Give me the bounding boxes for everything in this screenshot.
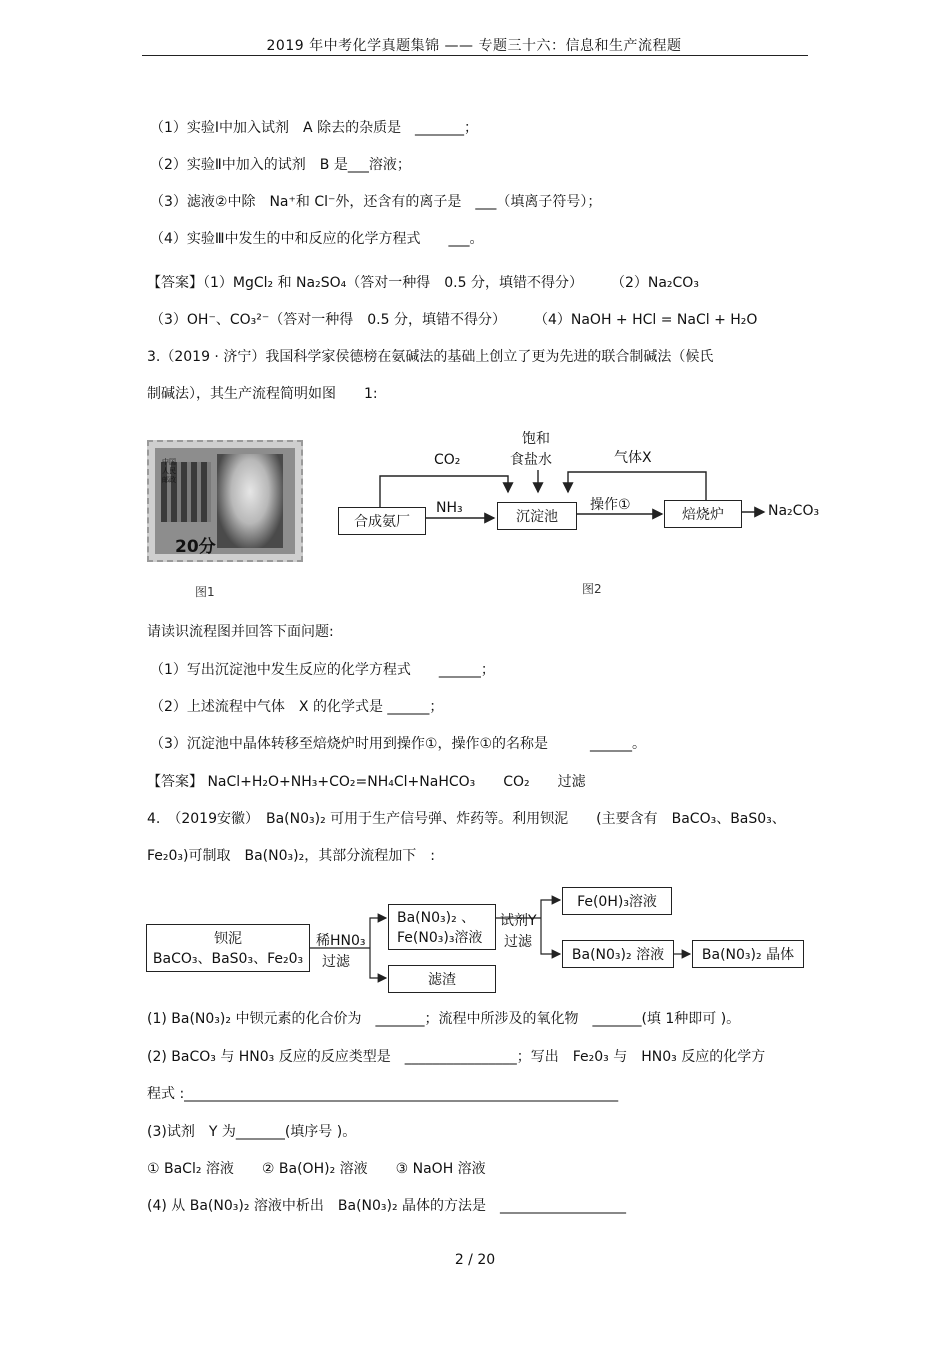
label-co2: CO₂ (434, 452, 461, 468)
label-gas-x: 气体X (614, 450, 652, 466)
q2-sub2: （2）实验Ⅱ中加入的试剂 B 是___溶液； (150, 157, 411, 173)
box-mixed-solution-line1: Ba(N0₃)₂ 、 (397, 910, 476, 926)
fig1-caption: 图1 (195, 585, 215, 599)
q4-options: ① BaCl₂ 溶液 ② Ba(OH)₂ 溶液 ③ NaOH 溶液 (147, 1161, 486, 1177)
q3-sub1: （1）写出沉淀池中发生反应的化学方程式 ______； (150, 662, 495, 678)
q4-sub4: (4) 从 Ba(N0₃)₂ 溶液中析出 Ba(N0₃)₂ 晶体的方法是 __________________ (147, 1198, 627, 1214)
page-number: 2 / 20 (454, 1252, 496, 1268)
page-header: 2019 年中考化学真题集锦 —— 专题三十六：信息和生产流程题 (266, 38, 682, 54)
q3-intro-line2: 制碱法），其生产流程简明如图 1: (147, 386, 378, 402)
q4-sub1: (1) Ba(N0₃)₂ 中钡元素的化合价为 _______；流程中所涉及的氧化物 _______(填 1种即可 )。 (147, 1011, 741, 1027)
q3-intro-line1: 3.（2019 · 济宁）我国科学家侯德榜在氨碱法的基础上创立了更为先进的联合制碱法（候氏 (147, 349, 714, 365)
fig2-caption: 图2 (582, 582, 602, 596)
q2-sub3: （3）滤液②中除 Na⁺和 Cl⁻外，还含有的离子是 ___（填离子符号）； (150, 194, 602, 210)
q4-sub2: (2) BaCO₃ 与 HN0₃ 反应的反应类型是 ________________；写出 Fe₂0₃ 与 HN0₃ 反应的化学方 (147, 1049, 766, 1065)
q2-sub4: （4）实验Ⅲ中发生的中和反应的化学方程式 ___。 (150, 231, 484, 247)
label-reagent-y: 试剂Y (500, 913, 537, 929)
label-na2co3-product: Na₂CO₃ (768, 503, 820, 519)
box-bano3-crystal: Ba(N0₃)₂ 晶体 (692, 940, 804, 968)
q4-sub2-continued: 程式 :______________________________________________________________ (147, 1086, 619, 1102)
q4-sub3: (3)试剂 Y 为_______(填序号 )。 (147, 1124, 357, 1140)
box-mixed-solution-line2: Fe(N0₃)₃溶液 (397, 930, 483, 946)
label-operation-1: 操作① (590, 497, 631, 513)
box-mixed-solution (388, 904, 496, 950)
label-filter-1: 过滤 (322, 954, 350, 970)
label-brine: 食盐水 (510, 452, 552, 468)
box-barium-mud-title: 钡泥 (214, 931, 242, 947)
q4-intro-line1: 4. （2019安徽） Ba(N0₃)₂ 可用于生产信号弹、炸药等。利用钡泥 (主要含有 BaCO₃、BaS0₃、 (147, 811, 786, 827)
label-saturated: 饱和 (522, 431, 550, 447)
box-feoh3: Fe(0H)₃溶液 (562, 887, 672, 915)
q3-answer: 【答案】 NaCl+H₂O+NH₃+CO₂=NH₄Cl+NaHCO₃ CO₂ 过滤 (147, 774, 586, 790)
box-filter-residue: 滤渣 (388, 965, 496, 993)
label-filter-2: 过滤 (504, 934, 532, 950)
q4-intro-line2: Fe₂0₃)可制取 Ba(N0₃)₂，其部分流程加下 : (147, 848, 435, 864)
box-roasting-furnace: 焙烧炉 (664, 500, 742, 528)
label-dilute-hno3: 稀HN0₃ (316, 933, 366, 949)
stamp-value-text: 20分 (175, 537, 216, 557)
q3-prompt: 请读识流程图并回答下面问题: (147, 624, 334, 640)
box-precipitation-tank: 沉淀池 (497, 502, 577, 530)
box-ammonia-plant: 合成氨厂 (338, 507, 426, 535)
q3-sub2: （2）上述流程中气体 X 的化学式是 ______； (150, 699, 444, 715)
q2-answer-line2: （3）OH⁻、CO₃²⁻（答对一种得 0.5 分，填错不得分） （4）NaOH + HCl = NaCl + H₂O (150, 312, 758, 328)
q2-sub1: （1）实验Ⅰ中加入试剂 A 除去的杂质是 _______； (150, 120, 479, 136)
q3-sub3: （3）沉淀池中晶体转移至焙烧炉时用到操作①，操作①的名称是 ______。 (150, 736, 647, 752)
stamp-country-text: 中国人民邮政 (162, 458, 176, 484)
q2-answer-line1: 【答案】（1）MgCl₂ 和 Na₂SO₄（答对一种得 0.5 分，填错不得分） （2）Na₂CO₃ (147, 275, 699, 291)
label-nh3: NH₃ (436, 500, 463, 516)
box-bano3-solution: Ba(N0₃)₂ 溶液 (562, 940, 674, 968)
box-barium-mud-contents: BaCO₃、BaS0₃、Fe₂0₃ (152, 951, 304, 967)
box-barium-mud (146, 924, 310, 972)
